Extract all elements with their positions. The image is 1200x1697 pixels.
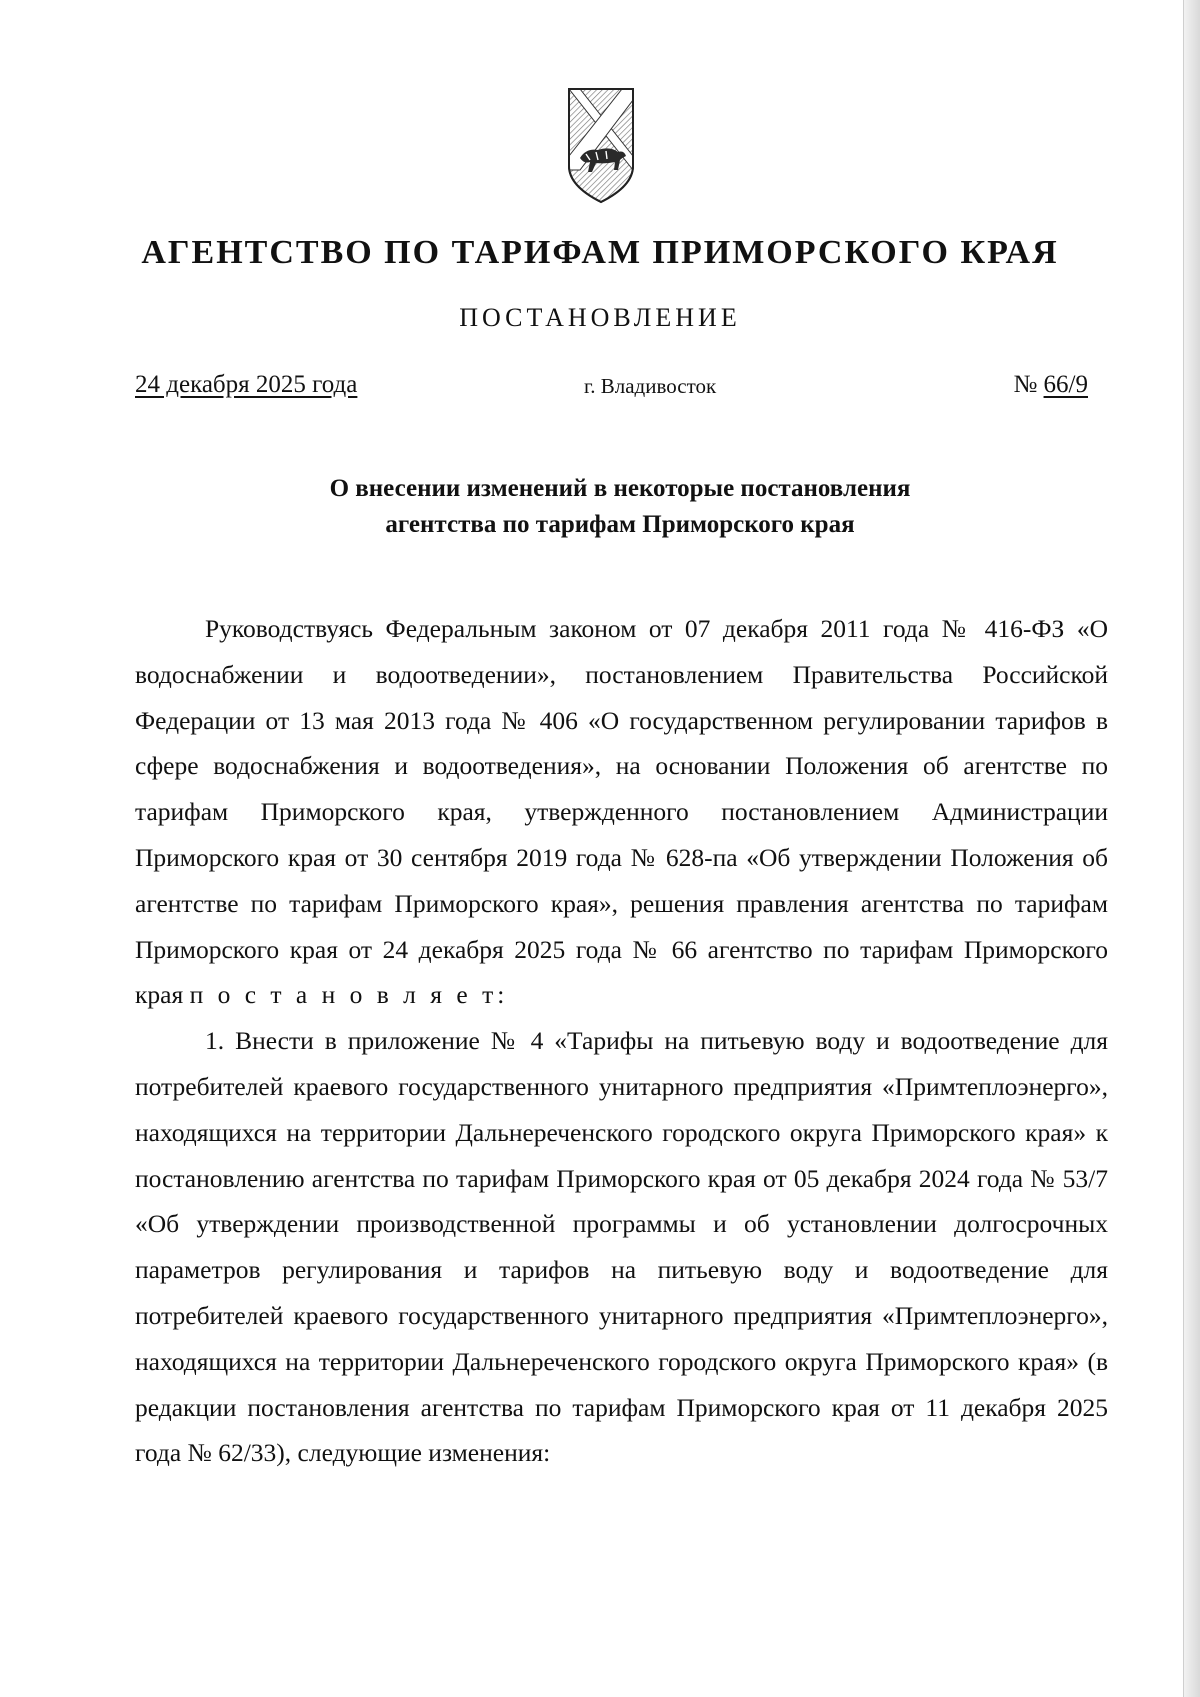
document-body [135, 606, 1108, 1476]
subject-line-2: агентства по тарифам Приморского края [385, 511, 855, 538]
document-date: 24 декабря 2025 года [135, 371, 358, 398]
document-number-prefix: № [1013, 371, 1038, 398]
paragraph-item-1: 1. Внести в приложение № 4 «Тарифы на питьевую воду и водоотведение для потребителей краевого государственного унитарного предприятия «Примтеплоэнерго», находящихся на территории Дальнереченского городского округа Приморского края» к постановлению агентства по тарифам Приморского края от 05 декабря 2024 года № 53/7 «Об утверждении производственной программы и об установлении долгосрочных параметров регулирования и тарифов на питьевую воду и водоотведение для потребителей краевого государственного унитарного предприятия «Примтеплоэнерго», находящихся на территории Дальнереченского городского округа Приморского края» (в редакции постановления агентства по тарифам Приморского края от 11 декабря 2025 года № 62/33), следующие изменения: [135, 1026, 1108, 1468]
document-number [1013, 371, 1088, 399]
document-subject [0, 471, 1200, 543]
paragraph-preamble [135, 606, 1108, 1018]
primorsky-krai-coat-of-arms-icon [566, 86, 636, 204]
preamble-text: Руководствуясь Федеральным законом от 07 декабря 2011 года № 416-ФЗ «О водоснабжении и водоотведении», постановлением Правительства Российской Федерации от 13 мая 2013 года № 406 «О государственном регулировании тарифов в сфере водоснабжения и водоотведения», на основании Положения об агентстве по тарифам Приморского края, утвержденного постановлением Администрации Приморского края от 30 сентября 2019 года № 628-па «Об утверждении Положения об агентстве по тарифам Приморского края», решения правления агентства по тарифам Приморского края от 24 декабря 2025 года № 66 агентство по тарифам Приморского края [135, 614, 1108, 1010]
document-type: ПОСТАНОВЛЕНИЕ [459, 303, 741, 332]
document-number-value: 66/9 [1043, 371, 1088, 398]
resolves-keyword: п о с т а н о в л я е т: [189, 980, 509, 1010]
subject-line-1: О внесении изменений в некоторые постановления [329, 475, 911, 502]
document-city: г. Владивосток [584, 374, 717, 398]
agency-name: АГЕНТСТВО ПО ТАРИФАМ ПРИМОРСКОГО КРАЯ [141, 234, 1059, 271]
